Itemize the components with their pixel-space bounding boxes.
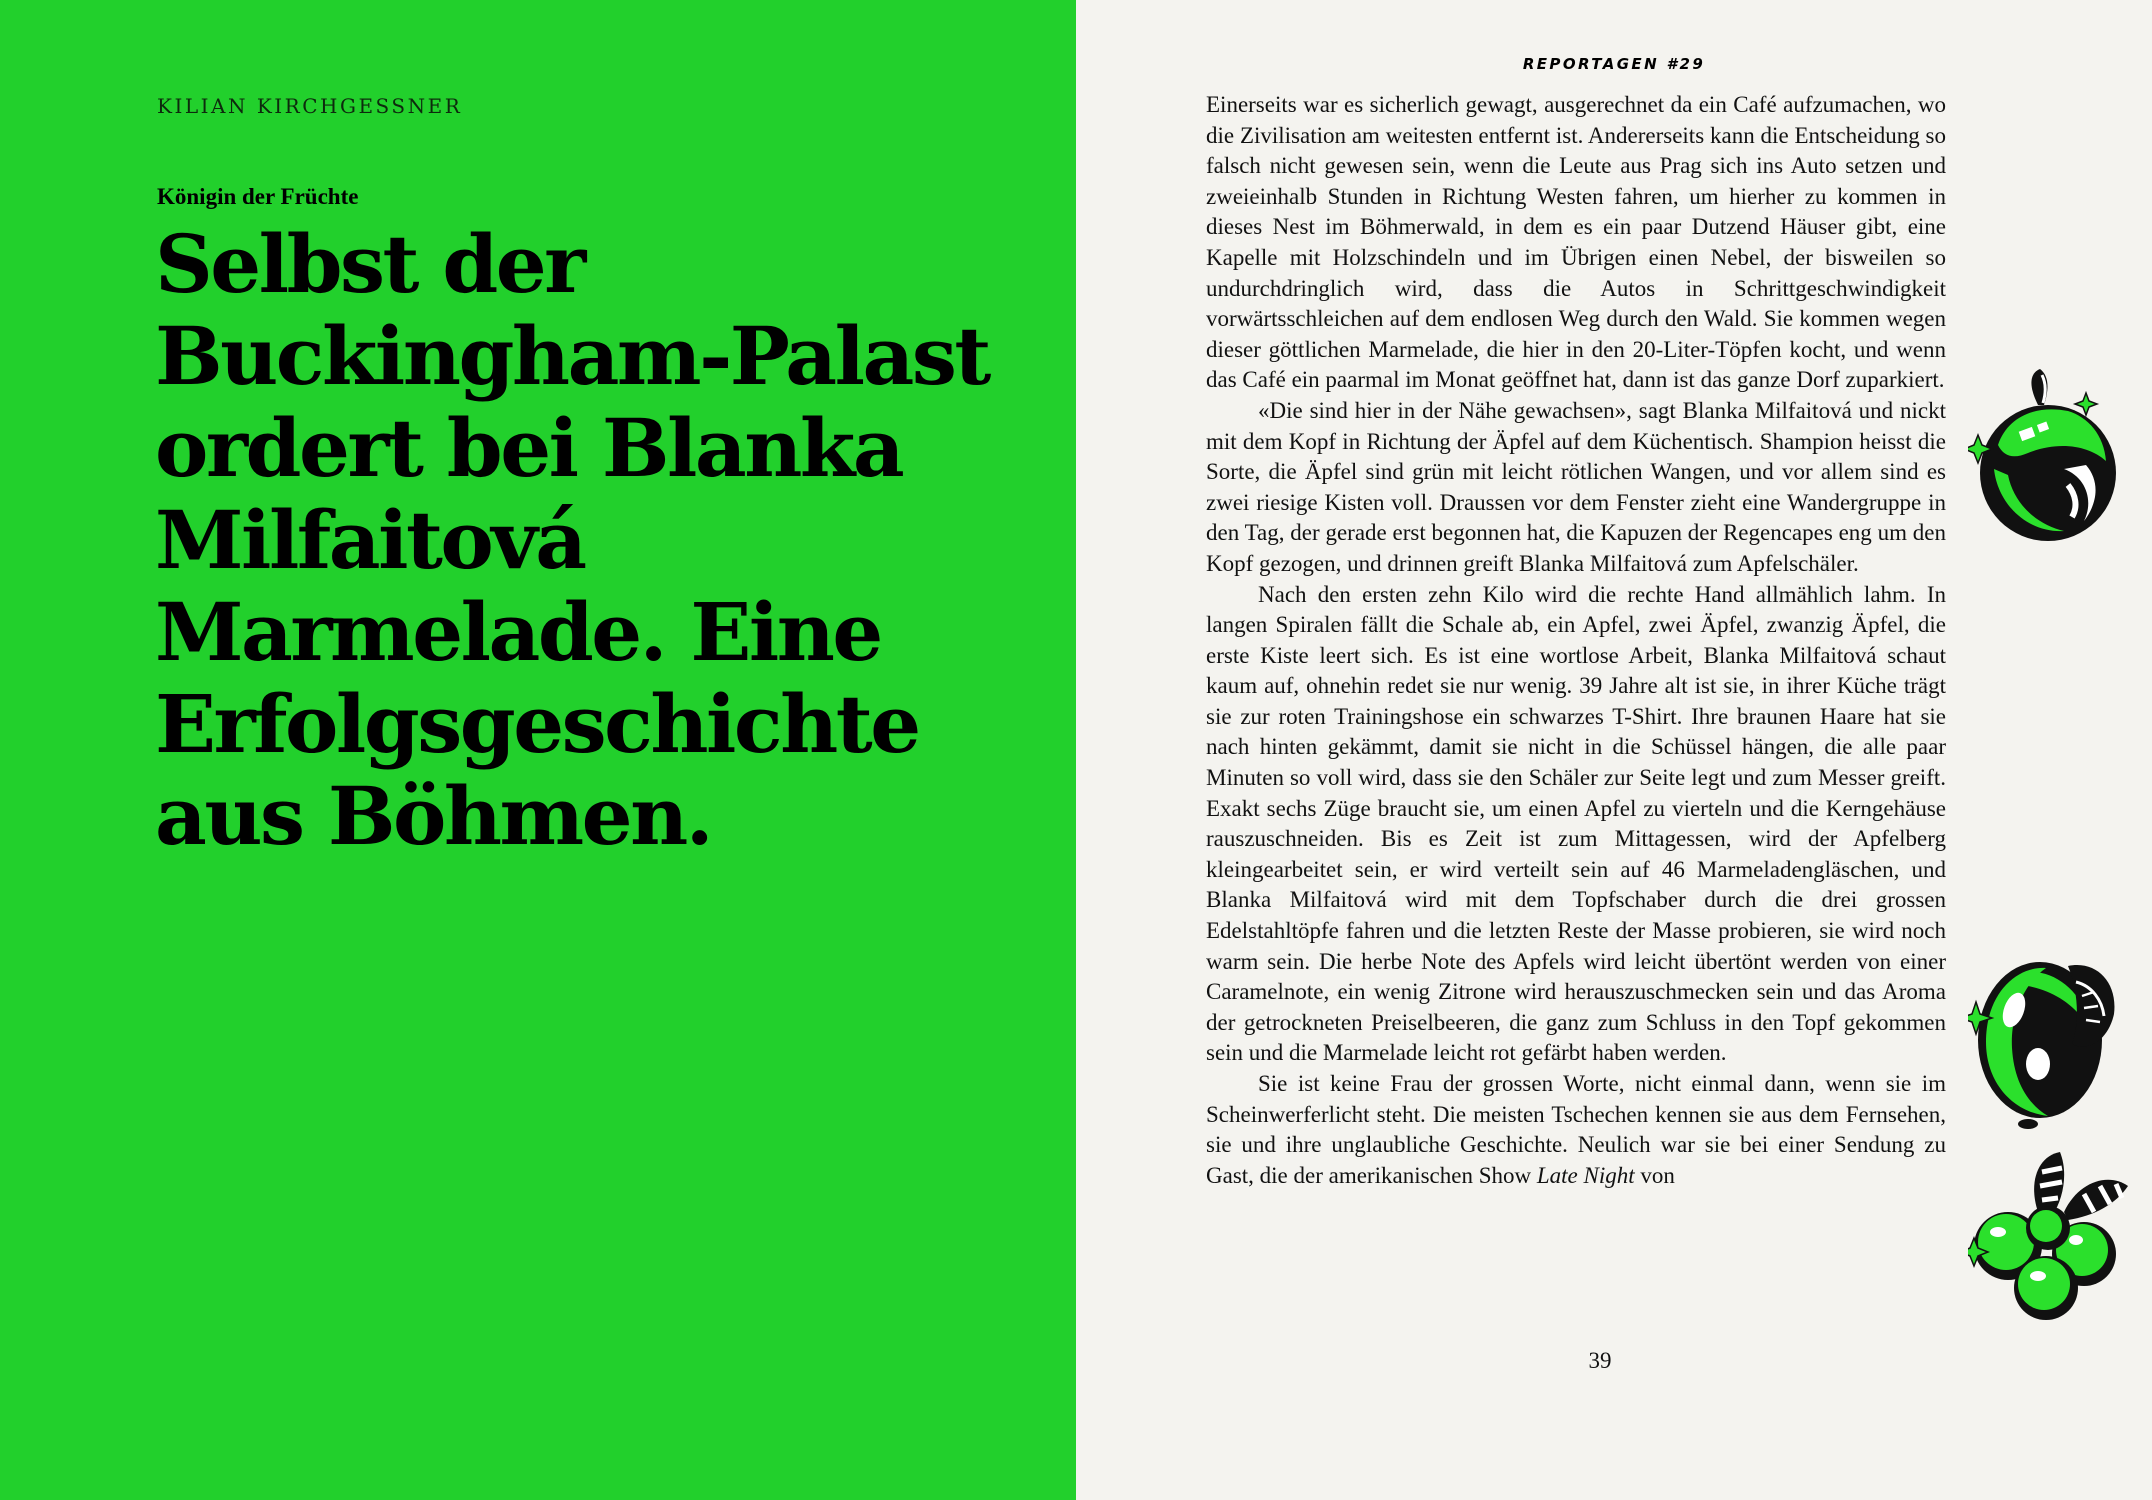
headline: Selbst der Buckingham-Palast ordert bei Blanka Milfaitová Marmelade. Eine Erfolgsgeschichte aus Böhmen. (155, 217, 989, 863)
paragraph: Einerseits war es sicherlich gewagt, ausgerechnet da ein Café aufzumachen, wo die Zivilisation am weitesten entfernt ist. Andererseits kann die Entscheidung so falsch nicht gewesen sein, wenn die Leute aus Prag sich ins Auto setzen und zweieinhalb Stunden in Richtung Westen fahren, um hierher zu kommen in dieses Nest im Böhmerwald, in dem es ein paar Dutzend Häuser gibt, eine Kapelle mit Holzschindeln und im Übrigen einen Nebel, der bisweilen so undurchdringlich wird, dass die Autos in Schrittgeschwindigkeit vorwärtsschleichen auf dem endlosen Weg durch den Wald. Sie kommen wegen dieser göttlichen Marmelade, die hier in den 20-Liter-Töpfen kocht, und wenn das Café ein paarmal im Monat geöffnet hat, dann ist das ganze Dorf zuparkiert. (1206, 92, 1946, 393)
article-body (1206, 90, 1946, 1191)
show-title: Late Night (1536, 1162, 1635, 1188)
paragraph (1206, 1069, 1946, 1191)
kicker: Königin der Früchte (157, 184, 359, 209)
running-head: REPORTAGEN #29 (1522, 55, 1706, 73)
paragraph-text: Sie ist keine Frau der grossen Worte, nicht einmal dann, wenn sie im Scheinwerferlicht steht. Die meisten Tschechen kennen sie aus dem Fernsehen, sie und ihre unglaubliche Geschichte. Neulich war sie bei einer Sendung zu Gast, die der amerikanischen Show Late Night von (1206, 1071, 1946, 1188)
paragraph: Nach den ersten zehn Kilo wird die rechte Hand allmählich lahm. In langen Spiralen fällt die Schale ab, ein Apfel, zwei Äpfel, zwanzig Äpfel, die erste Kiste leert sich. Es ist eine wortlose Arbeit, Blanka Milfaitová schaut kaum auf, ohnehin redet sie nur wenig. 39 Jahre alt ist sie, in ihrer Küche trägt sie zur roten Trainingshose ein schwarzes T-Shirt. Ihre braunen Haare hat sie nach hinten gekämmt, damit sie nicht in die Schüssel hängen, die alle paar Minuten so voll wird, dass sie den Schäler zur Seite legt und zum Messer greift. Exakt sechs Züge braucht sie, um einen Apfel zu vierteln und die Kerngehäuse rauszuschneiden. Bis es Zeit ist zum Mittagessen, wird der Apfelberg kleingearbeitet sein, er wird verteilt sein auf 46 Marmeladengläschen, und Blanka Milfaitová wird mit dem Topfschaber durch die drei grossen Edelstahltöpfe fahren und die letzten Reste der Masse probieren, sie wird noch warm sein. Die herbe Note des Apfels wird leicht übertönt werden von einer Caramelnote, ein wenig Zitrone wird herauszuschmecken sein und das Aroma der getrockneten Preiselbeeren, die ganz zum Schluss in den Topf gekommen sein und die Marmelade leicht rot gefärbt haben werden. (1206, 581, 1946, 1066)
lime-illustration (1968, 952, 2128, 1132)
berries-illustration (1968, 1142, 2136, 1322)
page-number: 39 (1588, 1348, 1612, 1373)
author-name: KILIAN KIRCHGESSNER (157, 94, 463, 118)
paragraph: «Die sind hier in der Nähe gewachsen», sagt Blanka Milfaitová und nickt mit dem Kopf in Richtung der Äpfel auf dem Küchentisch. Shampion heisst die Sorte, die Äpfel sind grün mit leicht rötlichen Wangen, und vor allem sind es zwei riesige Kisten voll. Draussen vor dem Fenster zieht eine Wandergruppe in den Tag, der gerade erst begonnen hat, die Kapuzen der Regencapes eng um den Kopf gezogen, und drinnen greift Blanka Milfaitová zum Apfelschäler. (1206, 397, 1946, 576)
apple-illustration (1968, 365, 2128, 545)
